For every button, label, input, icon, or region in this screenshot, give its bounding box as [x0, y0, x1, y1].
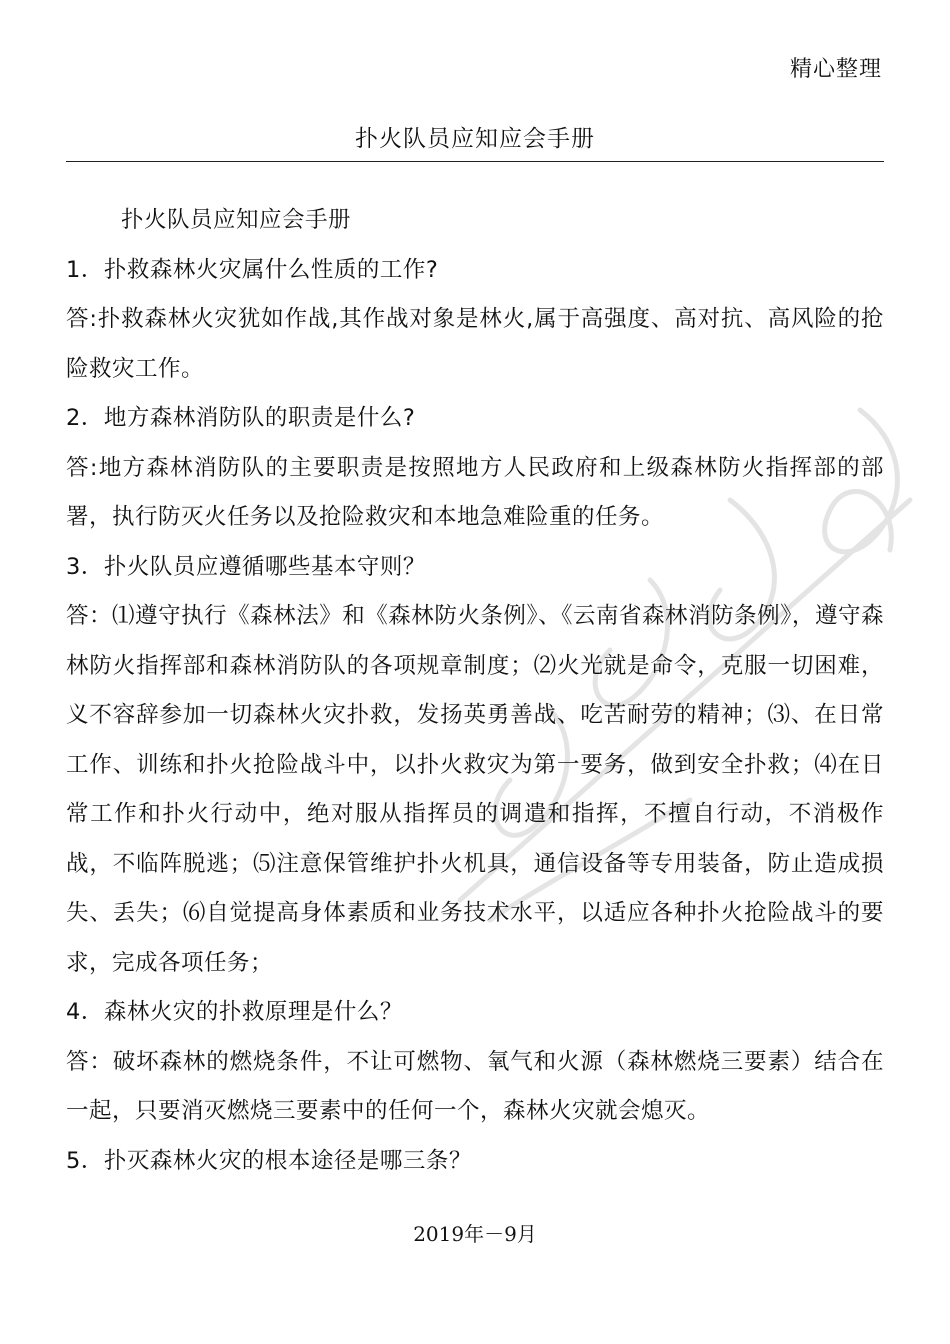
answer-2: 答:地方森林消防队的主要职责是按照地方人民政府和上级森林防火指挥部的部署，执行防灭火任务以及抢险救灾和本地急难险重的任务。: [66, 454, 884, 530]
answer-3: 答：⑴遵守执行《森林法》和《森林防火条例》、《云南省森林消防条例》，遵守森林防火指挥部和森林消防队的各项规章制度；⑵火光就是命令，克服一切困难，义不容辞参加一切森林火灾扑救，发扬英勇善战、吃苦耐劳的精神；⑶、在日常工作、训练和扑火抢险战斗中，以扑火救灾为第一要务，做到安全扑救；⑷在日常工作和扑火行动中，绝对服从指挥员的调遣和指挥，不擅自行动，不消极作战，不临阵脱逃；⑸注意保管维护扑火机具，通信设备等专用装备，防止造成损失、丢失；⑹自觉提高身体素质和业务技术水平，以适应各种扑火抢险战斗的要求，完成各项任务；: [66, 603, 884, 976]
page-footer-date: 2019年－9月: [413, 1222, 537, 1246]
question-3: 3．扑火队员应遵循哪些基本守则？: [66, 553, 426, 580]
question-5: 5．扑灭森林火灾的根本途径是哪三条？: [66, 1147, 472, 1174]
answer-1: 答:扑救森林火灾犹如作战,其作战对象是林火,属于高强度、高对抗、高风险的抢险救灾工作。: [66, 306, 884, 382]
question-4: 4．森林火灾的扑救原理是什么？: [66, 999, 403, 1025]
question-2: 2．地方森林消防队的职责是什么?: [66, 405, 416, 431]
document-body: [66, 196, 884, 1186]
answer-4: 答：破坏森林的燃烧条件，不让可燃物、氧气和火源（森林燃烧三要素）结合在一起，只要消灭燃烧三要素中的任何一个，森林火灾就会熄灭。: [66, 1048, 884, 1124]
header-divider: [66, 161, 884, 162]
header-label: 精心整理: [789, 57, 882, 82]
document-subtitle: 扑火队员应知应会手册: [121, 207, 352, 233]
page-header-title: 扑火队员应知应会手册: [355, 126, 595, 152]
question-1: 1．扑救森林火灾属什么性质的工作?: [66, 256, 439, 283]
